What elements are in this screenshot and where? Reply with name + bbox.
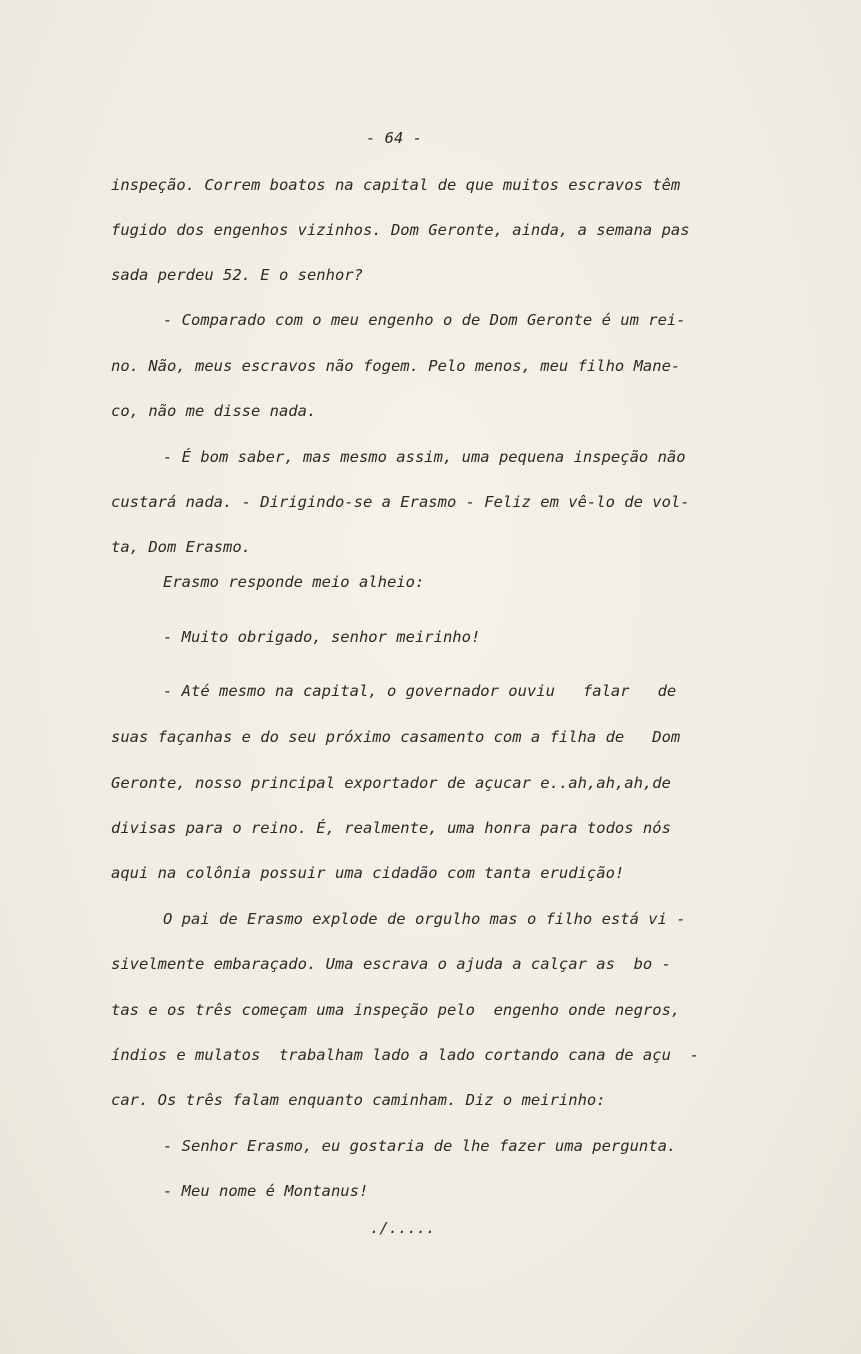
text-line: Erasmo responde meio alheio: bbox=[163, 573, 425, 591]
text-line: no. Não, meus escravos não fogem. Pelo menos, meu filho Mane- bbox=[111, 357, 681, 375]
text-line: fugido dos engenhos vizinhos. Dom Geronte, ainda, a semana pas bbox=[111, 221, 690, 239]
text-line: - É bom saber, mas mesmo assim, uma pequena inspeção não bbox=[163, 448, 686, 466]
text-line: - Muito obrigado, senhor meirinho! bbox=[163, 628, 481, 646]
text-line: ta, Dom Erasmo. bbox=[111, 538, 251, 556]
text-line: - Até mesmo na capital, o governador ouviu falar de bbox=[163, 682, 677, 700]
page-number: - 64 - bbox=[366, 129, 422, 147]
text-line: - Meu nome é Montanus! bbox=[163, 1182, 369, 1200]
text-line: - Comparado com o meu engenho o de Dom Geronte é um rei- bbox=[163, 311, 686, 329]
text-line: inspeção. Correm boatos na capital de que muitos escravos têm bbox=[111, 176, 681, 194]
text-line: - Senhor Erasmo, eu gostaria de lhe fazer uma pergunta. bbox=[163, 1137, 677, 1155]
continuation-mark: ./..... bbox=[370, 1219, 436, 1237]
text-line: co, não me disse nada. bbox=[111, 402, 317, 420]
text-line: Geronte, nosso principal exportador de açucar e..ah,ah,ah,de bbox=[111, 774, 671, 792]
text-line: sivelmente embaraçado. Uma escrava o ajuda a calçar as bo - bbox=[111, 955, 671, 973]
text-line: índios e mulatos trabalham lado a lado cortando cana de açu - bbox=[111, 1046, 699, 1064]
text-line: O pai de Erasmo explode de orgulho mas o filho está vi - bbox=[163, 910, 686, 928]
text-line: divisas para o reino. É, realmente, uma honra para todos nós bbox=[111, 819, 671, 837]
text-line: car. Os três falam enquanto caminham. Diz o meirinho: bbox=[111, 1091, 606, 1109]
text-line: suas façanhas e do seu próximo casamento com a filha de Dom bbox=[111, 728, 681, 746]
text-line: aqui na colônia possuir uma cidadão com tanta erudição! bbox=[111, 864, 625, 882]
text-line: tas e os três começam uma inspeção pelo engenho onde negros, bbox=[111, 1001, 681, 1019]
text-line: custará nada. - Dirigindo-se a Erasmo - Feliz em vê-lo de vol- bbox=[111, 493, 690, 511]
text-line: sada perdeu 52. E o senhor? bbox=[111, 266, 363, 284]
